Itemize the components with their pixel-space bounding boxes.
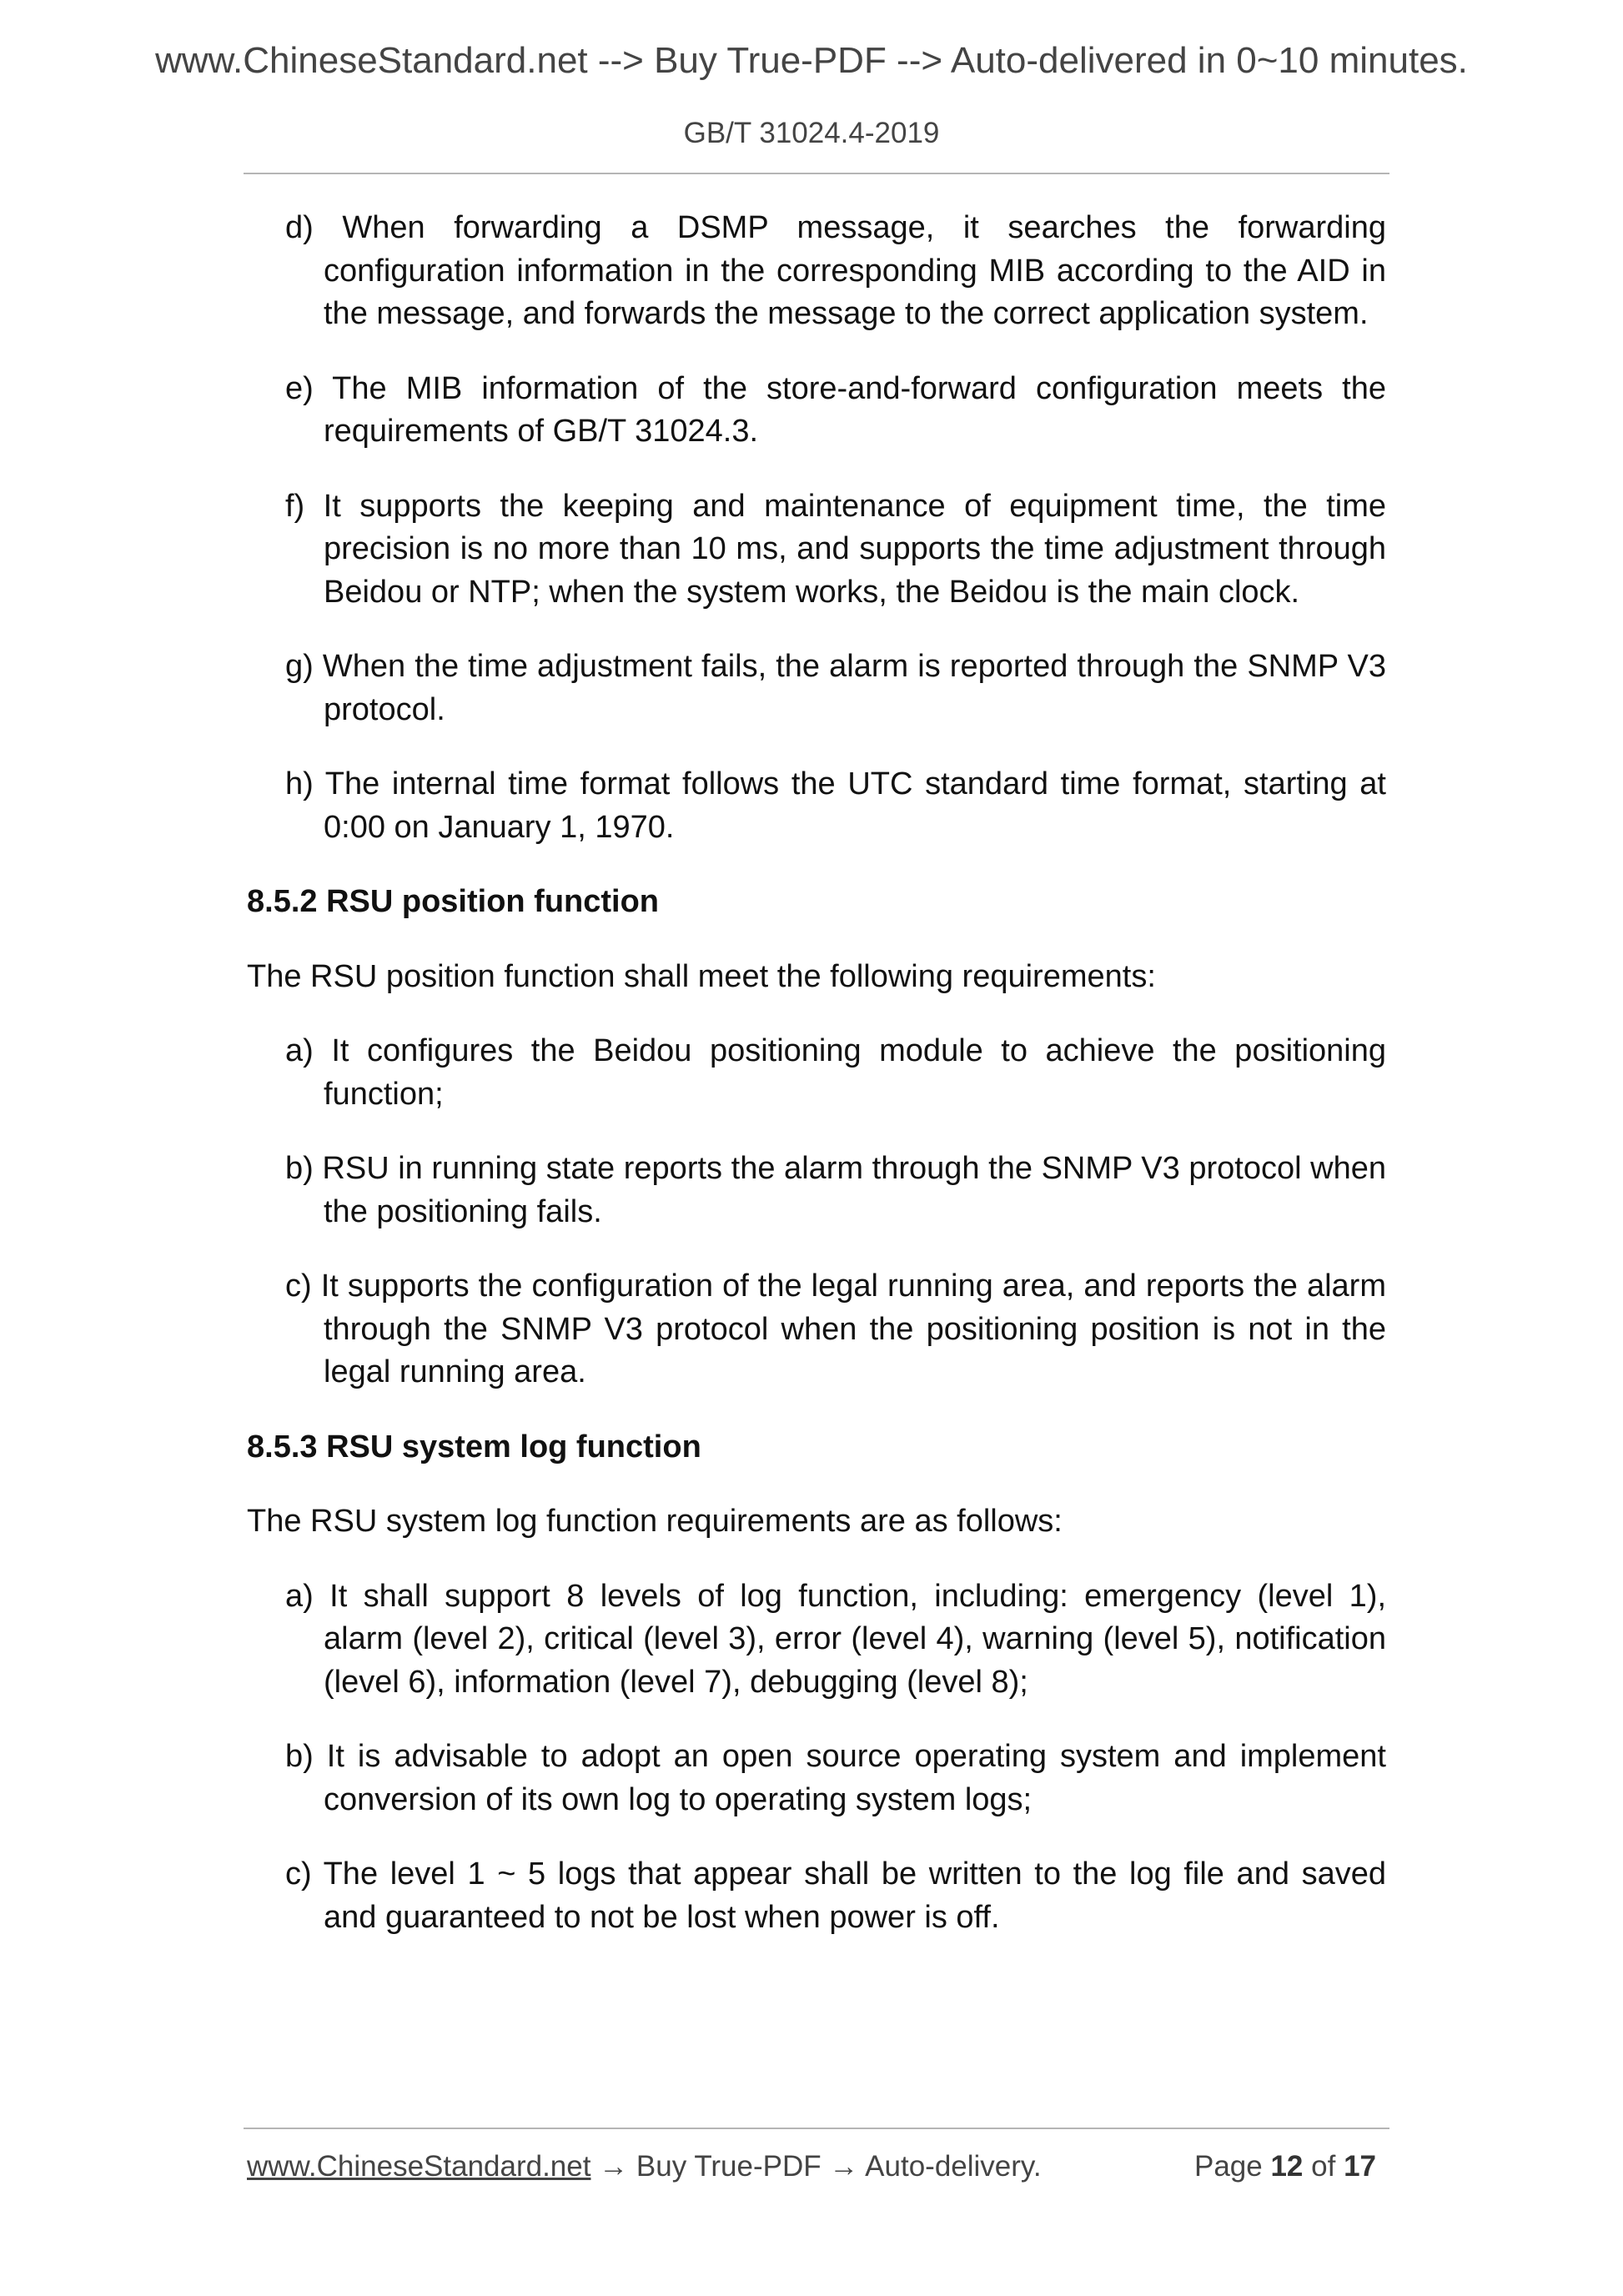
list-item-label: a) [285, 1033, 314, 1068]
list-item-text: It configures the Beidou positioning module to achieve the positioning function; [324, 1033, 1386, 1112]
total-pages: 17 [1344, 2150, 1376, 2183]
list-item-text: It supports the configuration of the legal running area, and reports the alarm through the SNMP V3 protocol when the positioning position is not in the legal running area. [320, 1269, 1386, 1389]
header-divider [244, 173, 1389, 174]
list-item-text: The level 1 ~ 5 logs that appear shall be written to the log file and saved and guaranteed to not be lost when power is off. [323, 1856, 1386, 1935]
of-label: of [1311, 2150, 1336, 2183]
list-item [285, 763, 1386, 849]
list-item [285, 1575, 1386, 1705]
list-item-text: The internal time format follows the UTC standard time format, starting at 0:00 on January 1, 1970. [324, 766, 1386, 845]
page-label: Page [1193, 2150, 1263, 2183]
list-item-text: The MIB information of the store-and-forward configuration meets the requirements of GB/T 31024.3. [324, 370, 1386, 449]
section-heading-8-5-3: 8.5.3 RSU system log function [247, 1429, 701, 1465]
list-item-label: g) [285, 649, 314, 684]
list-item-label: b) [285, 1739, 314, 1774]
section-intro-8-5-3: The RSU system log function requirements are as follows: [247, 1504, 1063, 1539]
list-item-text: It is advisable to adopt an open source operating system and implement conversion of its own log to operating system logs; [324, 1739, 1386, 1817]
standard-code: GB/T 31024.4-2019 [683, 117, 940, 149]
section-intro-8-5-2: The RSU position function shall meet the following requirements: [247, 958, 1156, 994]
footer-delivery-text: → Buy True-PDF → Auto-delivery. [590, 2150, 1042, 2183]
list-item-text: When forwarding a DSMP message, it searches the forwarding configuration information in the corresponding MIB according to the AID in the message, and forwards the message to the correct application system. [324, 210, 1386, 331]
list-item-text: When the time adjustment fails, the alarm is reported through the SNMP V3 protocol. [322, 649, 1386, 727]
list-item [285, 1148, 1386, 1233]
list-item-label: b) [285, 1151, 314, 1186]
list-item-text: It supports the keeping and maintenance of equipment time, the time precision is no more than 10 ms, and supports the time adjustment through Beidou or NTP; when the system works, the Beidou is the main clock. [323, 488, 1386, 610]
footer-divider [244, 2128, 1389, 2129]
list-item [285, 1265, 1386, 1394]
list-item-label: e) [285, 370, 314, 406]
list-item-text: It shall support 8 levels of log function, including: emergency (level 1), alarm (level 2), critical (level 3), error (level 4), warning (level 5), notification (level 6), information (level 7), debugging (level 8); [324, 1578, 1387, 1700]
list-item [285, 207, 1386, 336]
section-heading-8-5-2: 8.5.2 RSU position function [247, 884, 660, 919]
current-page-number: 12 [1270, 2150, 1304, 2183]
list-item [285, 646, 1386, 731]
list-item [285, 485, 1386, 615]
page-indicator [1194, 2150, 1376, 2183]
footer-site-link[interactable]: www.ChineseStandard.net [247, 2150, 591, 2183]
list-item-label: c) [285, 1269, 312, 1304]
list-item-text: RSU in running state reports the alarm through the SNMP V3 protocol when the positioning fails. [322, 1151, 1387, 1229]
footer-left [247, 2150, 1042, 2183]
top-banner: www.ChineseStandard.net --> Buy True-PDF --> Auto-delivered in 0~10 minutes. [155, 40, 1468, 81]
list-item [285, 1030, 1386, 1116]
list-item-label: h) [285, 766, 314, 801]
list-item-label: c) [285, 1856, 312, 1892]
list-item-label: d) [285, 210, 314, 245]
list-item-label: f) [285, 488, 305, 524]
list-item [285, 368, 1386, 454]
list-item [285, 1853, 1386, 1939]
list-item [285, 1736, 1386, 1821]
document-body [247, 207, 1386, 1971]
list-item-label: a) [285, 1578, 314, 1614]
